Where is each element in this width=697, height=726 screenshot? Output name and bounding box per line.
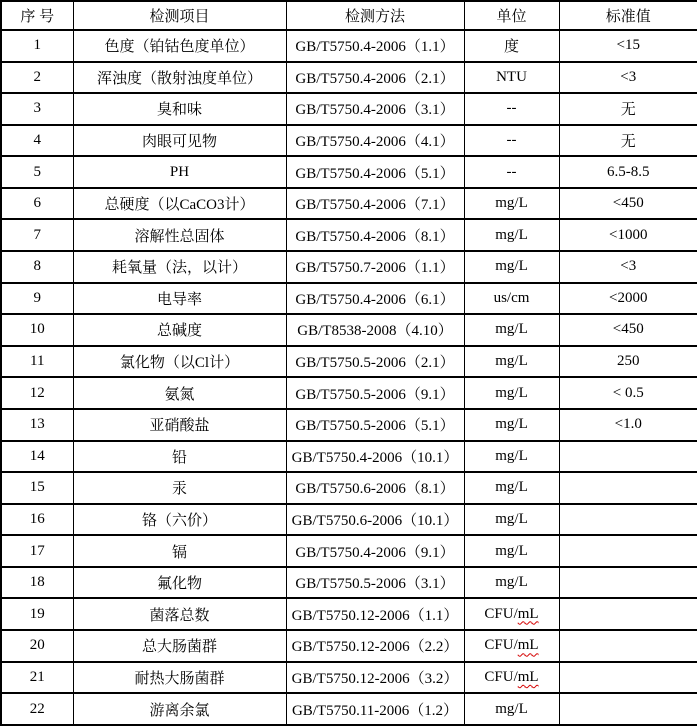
cell-standard-value: < 0.5 <box>559 377 697 409</box>
cell-serial-number: 19 <box>1 598 73 630</box>
cell-serial-number: 18 <box>1 567 73 599</box>
column-header-unit: 单位 <box>464 1 559 30</box>
cell-unit: mg/L <box>464 409 559 441</box>
cell-unit: -- <box>464 93 559 125</box>
table-row <box>1 441 697 473</box>
table-row <box>1 125 697 157</box>
cell-serial-number: 21 <box>1 662 73 694</box>
table-row <box>1 535 697 567</box>
column-header-test-method: 检测方法 <box>286 1 464 30</box>
column-header-serial-number: 序 号 <box>1 1 73 30</box>
cell-test-method: GB/T5750.4-2006（7.1） <box>286 188 464 220</box>
spellcheck-underlined-text: mL <box>517 605 539 622</box>
cell-standard-value: <450 <box>559 314 697 346</box>
cell-unit: CFU/mL <box>464 598 559 630</box>
cell-unit: mg/L <box>464 535 559 567</box>
cell-unit: mg/L <box>464 314 559 346</box>
cell-test-method: GB/T8538-2008（4.10） <box>286 314 464 346</box>
table-row <box>1 693 697 725</box>
table-row <box>1 598 697 630</box>
cell-test-item: 色度（铂钴色度单位） <box>73 30 286 62</box>
cell-serial-number: 3 <box>1 93 73 125</box>
cell-test-method: GB/T5750.4-2006（5.1） <box>286 156 464 188</box>
cell-unit: mg/L <box>464 251 559 283</box>
cell-standard-value: 无 <box>559 125 697 157</box>
cell-unit: mg/L <box>464 441 559 473</box>
cell-test-item: 总大肠菌群 <box>73 630 286 662</box>
cell-serial-number: 15 <box>1 472 73 504</box>
cell-unit: mg/L <box>464 377 559 409</box>
table-row <box>1 662 697 694</box>
cell-test-method: GB/T5750.4-2006（2.1） <box>286 62 464 94</box>
cell-unit: mg/L <box>464 472 559 504</box>
cell-test-item: 电导率 <box>73 283 286 315</box>
cell-standard-value <box>559 598 697 630</box>
cell-unit: CFU/mL <box>464 630 559 662</box>
cell-test-method: GB/T5750.4-2006（8.1） <box>286 219 464 251</box>
cell-test-method: GB/T5750.4-2006（9.1） <box>286 535 464 567</box>
cell-serial-number: 5 <box>1 156 73 188</box>
cell-unit: -- <box>464 156 559 188</box>
cell-standard-value <box>559 472 697 504</box>
cell-unit: mg/L <box>464 219 559 251</box>
cell-test-item: 氯化物（以Cl计） <box>73 346 286 378</box>
cell-test-method: GB/T5750.5-2006（5.1） <box>286 409 464 441</box>
cell-serial-number: 6 <box>1 188 73 220</box>
cell-test-item: 镉 <box>73 535 286 567</box>
cell-standard-value: <2000 <box>559 283 697 315</box>
table-body <box>1 30 697 725</box>
table-row <box>1 62 697 94</box>
cell-test-item: 菌落总数 <box>73 598 286 630</box>
cell-unit: mg/L <box>464 504 559 536</box>
table-row <box>1 472 697 504</box>
cell-test-item: 总硬度（以CaCO3计） <box>73 188 286 220</box>
cell-standard-value <box>559 630 697 662</box>
cell-test-item: 耗氧量（法，以计） <box>73 251 286 283</box>
cell-standard-value <box>559 441 697 473</box>
table-row <box>1 219 697 251</box>
cell-serial-number: 20 <box>1 630 73 662</box>
cell-standard-value: 无 <box>559 93 697 125</box>
table-row <box>1 504 697 536</box>
table-row <box>1 93 697 125</box>
cell-test-item: 肉眼可见物 <box>73 125 286 157</box>
cell-test-method: GB/T5750.12-2006（3.2） <box>286 662 464 694</box>
cell-serial-number: 10 <box>1 314 73 346</box>
cell-unit: CFU/mL <box>464 662 559 694</box>
cell-serial-number: 14 <box>1 441 73 473</box>
column-header-standard-value: 标准值 <box>559 1 697 30</box>
cell-test-method: GB/T5750.12-2006（2.2） <box>286 630 464 662</box>
cell-test-method: GB/T5750.7-2006（1.1） <box>286 251 464 283</box>
cell-test-method: GB/T5750.12-2006（1.1） <box>286 598 464 630</box>
cell-unit: -- <box>464 125 559 157</box>
column-header-test-item: 检测项目 <box>73 1 286 30</box>
cell-serial-number: 8 <box>1 251 73 283</box>
cell-test-method: GB/T5750.5-2006（9.1） <box>286 377 464 409</box>
table-row <box>1 283 697 315</box>
cell-standard-value: <3 <box>559 251 697 283</box>
cell-test-item: PH <box>73 156 286 188</box>
cell-test-method: GB/T5750.4-2006（6.1） <box>286 283 464 315</box>
cell-serial-number: 4 <box>1 125 73 157</box>
cell-test-method: GB/T5750.4-2006（10.1） <box>286 441 464 473</box>
table-row <box>1 409 697 441</box>
cell-test-item: 耐热大肠菌群 <box>73 662 286 694</box>
cell-standard-value <box>559 567 697 599</box>
cell-standard-value <box>559 504 697 536</box>
cell-standard-value: <3 <box>559 62 697 94</box>
cell-unit: mg/L <box>464 346 559 378</box>
cell-serial-number: 17 <box>1 535 73 567</box>
table-row <box>1 314 697 346</box>
cell-standard-value: <450 <box>559 188 697 220</box>
cell-test-method: GB/T5750.4-2006（4.1） <box>286 125 464 157</box>
cell-test-method: GB/T5750.11-2006（1.2） <box>286 693 464 725</box>
cell-standard-value: 6.5-8.5 <box>559 156 697 188</box>
table-row <box>1 377 697 409</box>
spellcheck-underlined-text: mL <box>517 637 539 654</box>
cell-standard-value <box>559 662 697 694</box>
cell-serial-number: 13 <box>1 409 73 441</box>
cell-unit: mg/L <box>464 693 559 725</box>
cell-test-item: 氟化物 <box>73 567 286 599</box>
table-row <box>1 188 697 220</box>
cell-test-method: GB/T5750.5-2006（3.1） <box>286 567 464 599</box>
table-header-row <box>1 1 697 30</box>
cell-standard-value: <1.0 <box>559 409 697 441</box>
spellcheck-underlined-text: mL <box>517 668 539 685</box>
cell-test-method: GB/T5750.5-2006（2.1） <box>286 346 464 378</box>
cell-test-method: GB/T5750.4-2006（3.1） <box>286 93 464 125</box>
cell-serial-number: 7 <box>1 219 73 251</box>
cell-test-method: GB/T5750.4-2006（1.1） <box>286 30 464 62</box>
cell-test-item: 汞 <box>73 472 286 504</box>
cell-test-item: 游离余氯 <box>73 693 286 725</box>
table-row <box>1 630 697 662</box>
cell-unit: mg/L <box>464 567 559 599</box>
cell-standard-value: <15 <box>559 30 697 62</box>
cell-serial-number: 12 <box>1 377 73 409</box>
cell-unit: us/cm <box>464 283 559 315</box>
table-row <box>1 567 697 599</box>
cell-standard-value: <1000 <box>559 219 697 251</box>
cell-test-item: 铅 <box>73 441 286 473</box>
cell-standard-value <box>559 535 697 567</box>
cell-test-item: 氨氮 <box>73 377 286 409</box>
cell-standard-value <box>559 693 697 725</box>
cell-serial-number: 16 <box>1 504 73 536</box>
table-row <box>1 156 697 188</box>
cell-test-item: 溶解性总固体 <box>73 219 286 251</box>
cell-test-item: 臭和味 <box>73 93 286 125</box>
table-row <box>1 346 697 378</box>
cell-serial-number: 11 <box>1 346 73 378</box>
cell-unit: mg/L <box>464 188 559 220</box>
cell-test-item: 浑浊度（散射浊度单位） <box>73 62 286 94</box>
cell-test-item: 亚硝酸盐 <box>73 409 286 441</box>
cell-test-method: GB/T5750.6-2006（10.1） <box>286 504 464 536</box>
cell-unit: NTU <box>464 62 559 94</box>
cell-serial-number: 2 <box>1 62 73 94</box>
cell-serial-number: 9 <box>1 283 73 315</box>
cell-unit: 度 <box>464 30 559 62</box>
table-row <box>1 251 697 283</box>
cell-test-method: GB/T5750.6-2006（8.1） <box>286 472 464 504</box>
cell-serial-number: 1 <box>1 30 73 62</box>
cell-serial-number: 22 <box>1 693 73 725</box>
cell-test-item: 铬（六价） <box>73 504 286 536</box>
cell-test-item: 总碱度 <box>73 314 286 346</box>
cell-standard-value: 250 <box>559 346 697 378</box>
table-row <box>1 30 697 62</box>
